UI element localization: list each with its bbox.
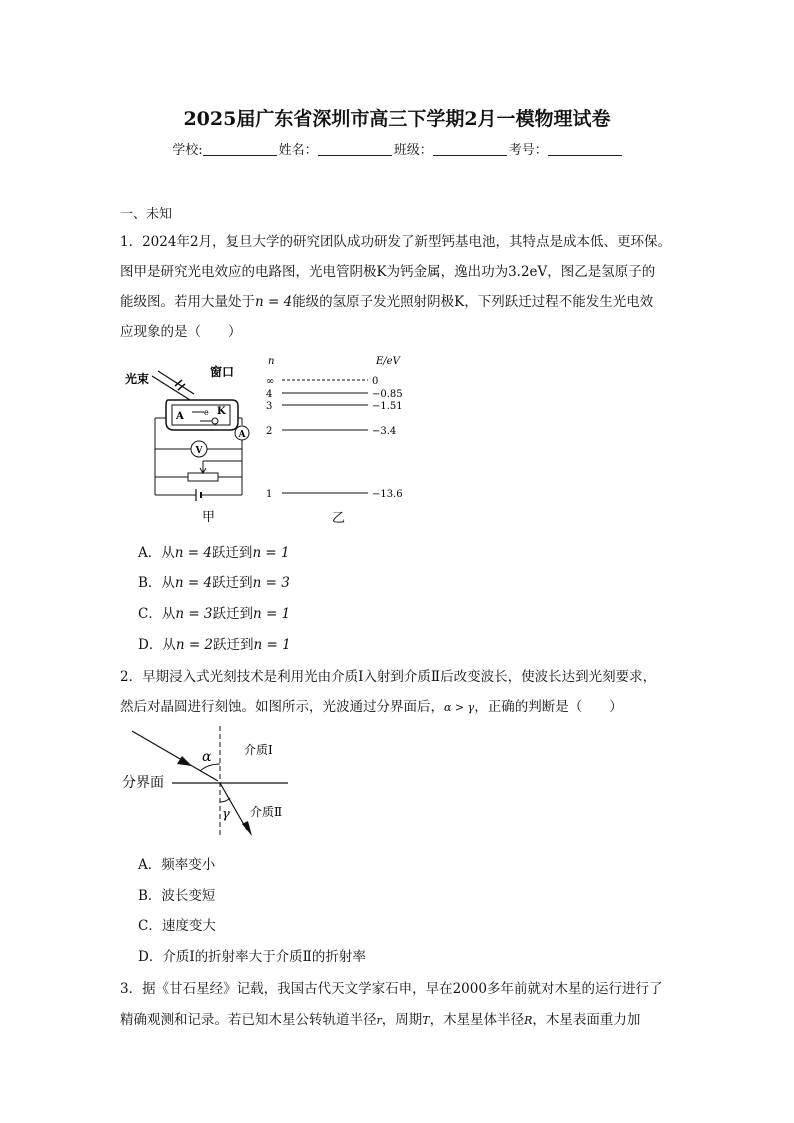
school-blank[interactable] — [203, 142, 277, 156]
q2-line-2: 然后对晶圆进行刻蚀。如图所示，光波通过分界面后，α > γ，正确的判断是（ ） — [120, 699, 623, 715]
anode-label: A — [176, 411, 184, 422]
name-blank[interactable] — [318, 142, 392, 156]
medium-1-label: 介质Ⅰ — [244, 743, 273, 757]
boundary-label: 分界面 — [122, 775, 164, 791]
energy-level-n-3: 2 — [266, 426, 273, 437]
q1-n4: n = 4 — [255, 294, 293, 310]
student-info-row — [0, 139, 794, 158]
page-title: 2025届广东省深圳市高三下学期2月一模物理试卷 — [183, 108, 611, 130]
q1-option-c[interactable]: C．从n = 3跃迁到n = 1 — [138, 606, 291, 622]
q3-line-1: 3．据《甘石星经》记载，我国古代天文学家石申，早在2000多年前就对木星的运行进行了 — [120, 981, 663, 997]
number-blank[interactable] — [548, 142, 622, 156]
energy-level-n-4: 1 — [266, 489, 273, 500]
section-heading: 一、未知 — [120, 207, 173, 222]
class-blank[interactable] — [433, 142, 507, 156]
school-label: 学校: — [172, 143, 203, 158]
q2-option-a[interactable]: A．频率变小 — [138, 857, 216, 873]
q1-option-b[interactable]: B．从n = 4跃迁到n = 3 — [138, 575, 290, 591]
energy-level-value-2: −1.51 — [372, 401, 403, 412]
q2-inequality: α > γ — [444, 701, 475, 714]
q2-option-d[interactable]: D．介质Ⅰ的折射率大于介质Ⅱ的折射率 — [138, 949, 366, 965]
name-label: 姓名： — [278, 143, 318, 158]
gamma-symbol: γ — [222, 807, 230, 822]
electron-label: e — [204, 408, 209, 417]
energy-level-value-3: −3.4 — [372, 426, 397, 437]
q2-line-1: 2．早期浸入式光刻技术是利用光由介质Ⅰ入射到介质Ⅱ后改变波长，使波长达到光刻要求， — [120, 669, 657, 685]
ammeter-label: A — [238, 430, 246, 440]
figure-a-caption: 甲 — [202, 510, 216, 525]
refraction-figure — [122, 724, 294, 842]
q1-option-a[interactable]: A．从n = 4跃迁到n = 1 — [138, 545, 290, 561]
cathode-label: K — [217, 406, 226, 417]
photoelectric-circuit-figure — [120, 358, 255, 528]
q3-line-2: 精确观测和记录。若已知木星公转轨道半径r，周期T，木星星体半径R，木星表面重力加 — [120, 1012, 641, 1028]
q1-line-3: 能级图。若用大量处于n = 4能级的氢原子发光照射阴极K，下列跃迁过程不能发生光电效 — [120, 294, 654, 310]
window-label: 窗口 — [210, 365, 235, 379]
energy-level-n-0: ∞ — [266, 376, 275, 387]
energy-header: E/eV — [376, 356, 400, 367]
q1-line-4: 应现象的是（ ） — [120, 324, 242, 340]
voltmeter-label: V — [195, 446, 203, 456]
q1-option-d[interactable]: D．从n = 2跃迁到n = 1 — [138, 637, 291, 653]
energy-level-value-4: −13.6 — [372, 489, 403, 500]
number-label: 考号： — [508, 143, 548, 158]
light-beam-label: 光束 — [125, 372, 150, 386]
q2-option-b[interactable]: B．波长变短 — [138, 888, 216, 904]
class-label: 班级： — [393, 143, 433, 158]
q1-line-1: 1．2024年2月，复旦大学的研究团队成功研发了新型钙基电池，其特点是成本低、更环保。 — [120, 234, 672, 250]
n-header: n — [268, 356, 275, 367]
q1-line-2: 图甲是研究光电效应的电路图，光电管阴极K为钙金属，逸出功为3.2eV，图乙是氢原子的 — [120, 264, 656, 280]
energy-level-n-1: 4 — [266, 389, 273, 400]
energy-level-value-1: −0.85 — [372, 389, 403, 400]
medium-2-label: 介质Ⅱ — [250, 805, 283, 819]
figure-b-caption: 乙 — [332, 511, 346, 526]
q2-option-c[interactable]: C．速度变大 — [138, 918, 216, 934]
energy-level-n-2: 3 — [266, 401, 273, 412]
energy-level-diagram — [262, 350, 410, 530]
energy-level-value-0: 0 — [372, 376, 379, 387]
alpha-symbol: α — [202, 749, 212, 765]
